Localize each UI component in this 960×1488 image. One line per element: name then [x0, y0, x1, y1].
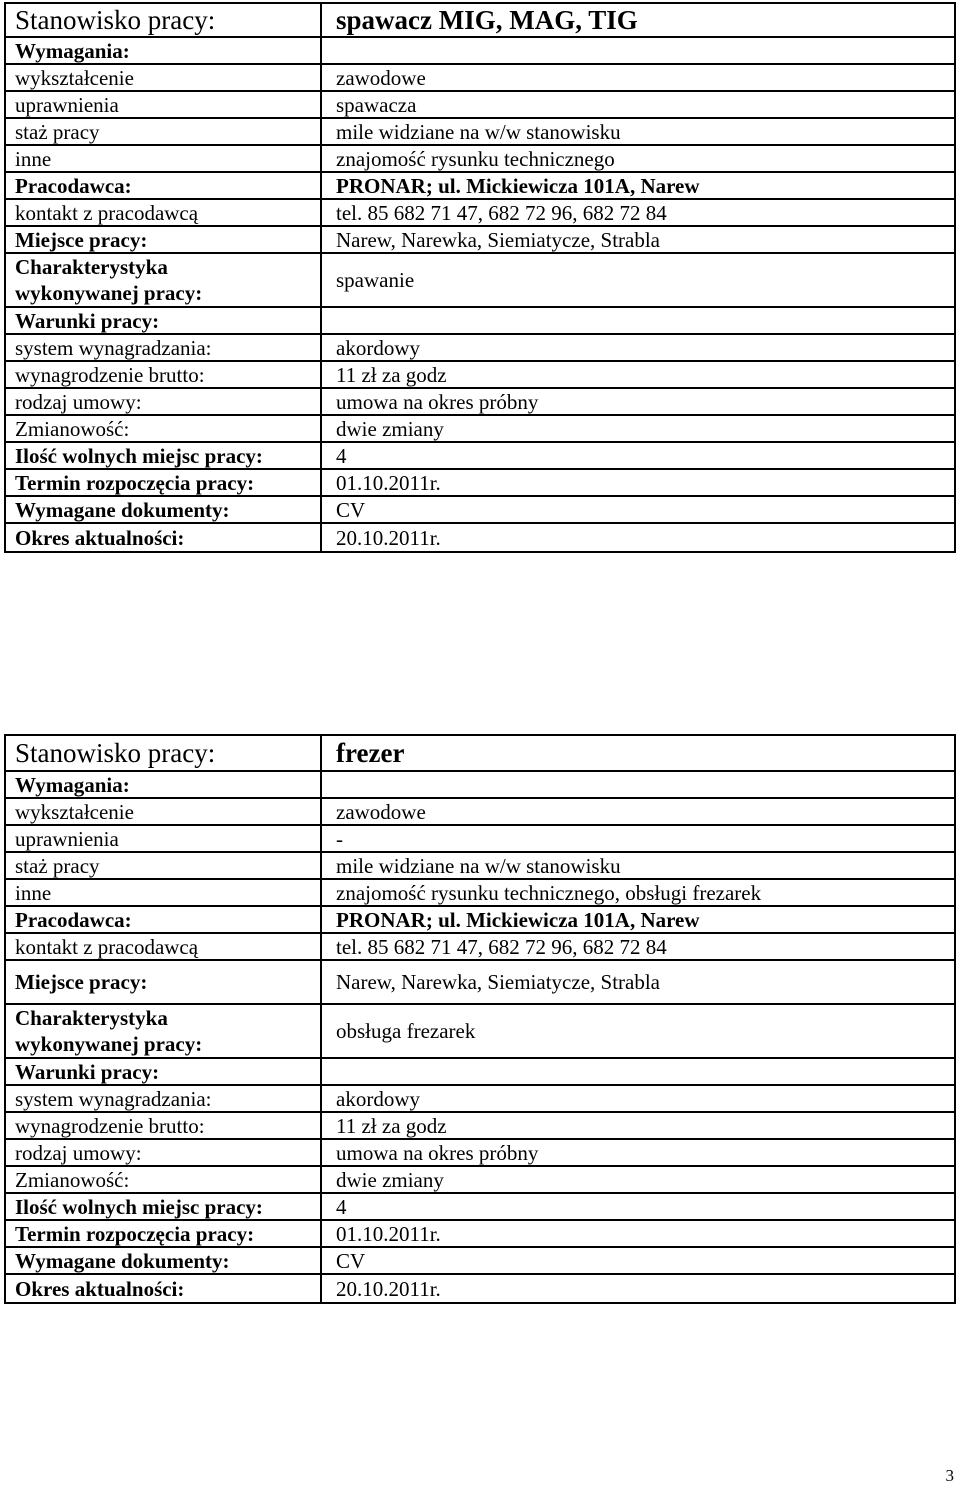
value-requirements: [322, 772, 954, 797]
label-gross-pay: wynagrodzenie brutto:: [6, 362, 322, 387]
label-job-description-line-2: wykonywanej pracy:: [15, 1032, 203, 1056]
value-pay-system: akordowy: [336, 335, 420, 360]
value-documents: CV: [336, 1248, 366, 1273]
value-job-description: obsługa frezarek: [336, 1019, 476, 1043]
job-offer-table-2: [4, 734, 956, 1304]
page-number: 3: [945, 1466, 954, 1485]
row-documents: [6, 497, 954, 524]
value-vacancies: 4: [336, 1194, 347, 1219]
value-other: znajomość rysunku technicznego: [336, 146, 615, 171]
label-experience: staż pracy: [6, 853, 322, 878]
row-experience: [6, 119, 954, 146]
value-shifts: dwie zmiany: [336, 1167, 444, 1192]
row-other: [6, 880, 954, 907]
label-job-description-line-1: Charakterystyka: [15, 255, 168, 279]
row-qualifications: [6, 92, 954, 119]
label-position: Stanowisko pracy:: [6, 4, 322, 36]
value-position: frezer: [336, 738, 405, 768]
row-experience: [6, 853, 954, 880]
value-contact: tel. 85 682 71 47, 682 72 96, 682 72 84: [336, 934, 667, 959]
row-education: [6, 65, 954, 92]
row-vacancies: [6, 443, 954, 470]
row-start-date: [6, 470, 954, 497]
label-job-description: [6, 1005, 322, 1057]
label-validity: Okres aktualności:: [6, 1275, 322, 1302]
row-shifts: [6, 1167, 954, 1194]
label-contact: kontakt z pracodawcą: [6, 934, 322, 959]
value-other: znajomość rysunku technicznego, obsługi frezarek: [336, 880, 762, 905]
label-contract-type: rodzaj umowy:: [6, 1140, 322, 1165]
row-other: [6, 146, 954, 173]
row-employer: [6, 907, 954, 934]
row-pay-system: [6, 335, 954, 362]
row-contact: [6, 934, 954, 961]
value-contract-type: umowa na okres próbny: [336, 389, 539, 414]
label-shifts: Zmianowość:: [6, 416, 322, 441]
value-contact: tel. 85 682 71 47, 682 72 96, 682 72 84: [336, 200, 667, 225]
label-other: inne: [6, 880, 322, 905]
value-start-date: 01.10.2011r.: [336, 470, 441, 495]
value-contract-type: umowa na okres próbny: [336, 1140, 539, 1165]
row-education: [6, 799, 954, 826]
value-conditions: [322, 1059, 954, 1084]
value-experience: mile widziane na w/w stanowisku: [336, 853, 621, 878]
value-documents: CV: [336, 497, 366, 522]
job-offer-table-1: [4, 2, 956, 553]
value-vacancies: 4: [336, 443, 347, 468]
value-employer: PRONAR; ul. Mickiewicza 101A, Narew: [336, 173, 700, 198]
value-education: zawodowe: [336, 799, 426, 824]
label-position: Stanowisko pracy:: [6, 736, 322, 770]
label-conditions: Warunki pracy:: [6, 1059, 322, 1084]
value-employer: PRONAR; ul. Mickiewicza 101A, Narew: [336, 907, 700, 932]
row-conditions: [6, 308, 954, 335]
value-gross-pay: 11 zł za godz: [336, 1113, 447, 1138]
row-qualifications: [6, 826, 954, 853]
value-qualifications: spawacza: [336, 92, 417, 117]
value-workplace: Narew, Narewka, Siemiatycze, Strabla: [336, 970, 660, 994]
label-employer: Pracodawca:: [6, 173, 322, 198]
value-qualifications: -: [336, 826, 343, 851]
value-job-description: spawanie: [336, 268, 415, 292]
label-qualifications: uprawnienia: [6, 92, 322, 117]
label-pay-system: system wynagradzania:: [6, 335, 322, 360]
value-validity: 20.10.2011r.: [336, 1276, 441, 1301]
row-employer: [6, 173, 954, 200]
label-job-description: [6, 254, 322, 306]
row-vacancies: [6, 1194, 954, 1221]
label-workplace: Miejsce pracy:: [6, 961, 322, 1003]
label-education: wykształcenie: [6, 799, 322, 824]
label-start-date: Termin rozpoczęcia pracy:: [6, 1221, 322, 1246]
label-education: wykształcenie: [6, 65, 322, 90]
row-start-date: [6, 1221, 954, 1248]
label-vacancies: Ilość wolnych miejsc pracy:: [6, 1194, 322, 1219]
value-education: zawodowe: [336, 65, 426, 90]
label-requirements: Wymagania:: [6, 38, 322, 63]
value-start-date: 01.10.2011r.: [336, 1221, 441, 1246]
label-workplace: Miejsce pracy:: [6, 227, 322, 252]
row-validity: [6, 524, 954, 551]
value-shifts: dwie zmiany: [336, 416, 444, 441]
row-contact: [6, 200, 954, 227]
value-workplace: Narew, Narewka, Siemiatycze, Strabla: [336, 227, 660, 252]
row-contract-type: [6, 389, 954, 416]
row-gross-pay: [6, 1113, 954, 1140]
value-experience: mile widziane na w/w stanowisku: [336, 119, 621, 144]
label-contact: kontakt z pracodawcą: [6, 200, 322, 225]
row-job-description: [6, 1005, 954, 1059]
label-requirements: Wymagania:: [6, 772, 322, 797]
label-start-date: Termin rozpoczęcia pracy:: [6, 470, 322, 495]
row-gross-pay: [6, 362, 954, 389]
label-other: inne: [6, 146, 322, 171]
value-validity: 20.10.2011r.: [336, 525, 441, 550]
label-experience: staż pracy: [6, 119, 322, 144]
label-pay-system: system wynagradzania:: [6, 1086, 322, 1111]
row-requirements: [6, 38, 954, 65]
label-documents: Wymagane dokumenty:: [6, 1248, 322, 1273]
row-documents: [6, 1248, 954, 1275]
value-position: spawacz MIG, MAG, TIG: [336, 5, 638, 35]
row-requirements: [6, 772, 954, 799]
label-shifts: Zmianowość:: [6, 1167, 322, 1192]
value-requirements: [322, 38, 954, 63]
value-conditions: [322, 308, 954, 333]
row-contract-type: [6, 1140, 954, 1167]
row-workplace: [6, 961, 954, 1005]
label-contract-type: rodzaj umowy:: [6, 389, 322, 414]
row-shifts: [6, 416, 954, 443]
label-documents: Wymagane dokumenty:: [6, 497, 322, 522]
value-pay-system: akordowy: [336, 1086, 420, 1111]
row-conditions: [6, 1059, 954, 1086]
row-pay-system: [6, 1086, 954, 1113]
row-job-description: [6, 254, 954, 308]
label-vacancies: Ilość wolnych miejsc pracy:: [6, 443, 322, 468]
label-employer: Pracodawca:: [6, 907, 322, 932]
label-job-description-line-1: Charakterystyka: [15, 1006, 168, 1030]
row-position: [6, 736, 954, 772]
label-qualifications: uprawnienia: [6, 826, 322, 851]
label-conditions: Warunki pracy:: [6, 308, 322, 333]
row-validity: [6, 1275, 954, 1302]
row-workplace: [6, 227, 954, 254]
label-gross-pay: wynagrodzenie brutto:: [6, 1113, 322, 1138]
label-validity: Okres aktualności:: [6, 524, 322, 551]
label-job-description-line-2: wykonywanej pracy:: [15, 281, 203, 305]
value-gross-pay: 11 zł za godz: [336, 362, 447, 387]
row-position: [6, 4, 954, 38]
